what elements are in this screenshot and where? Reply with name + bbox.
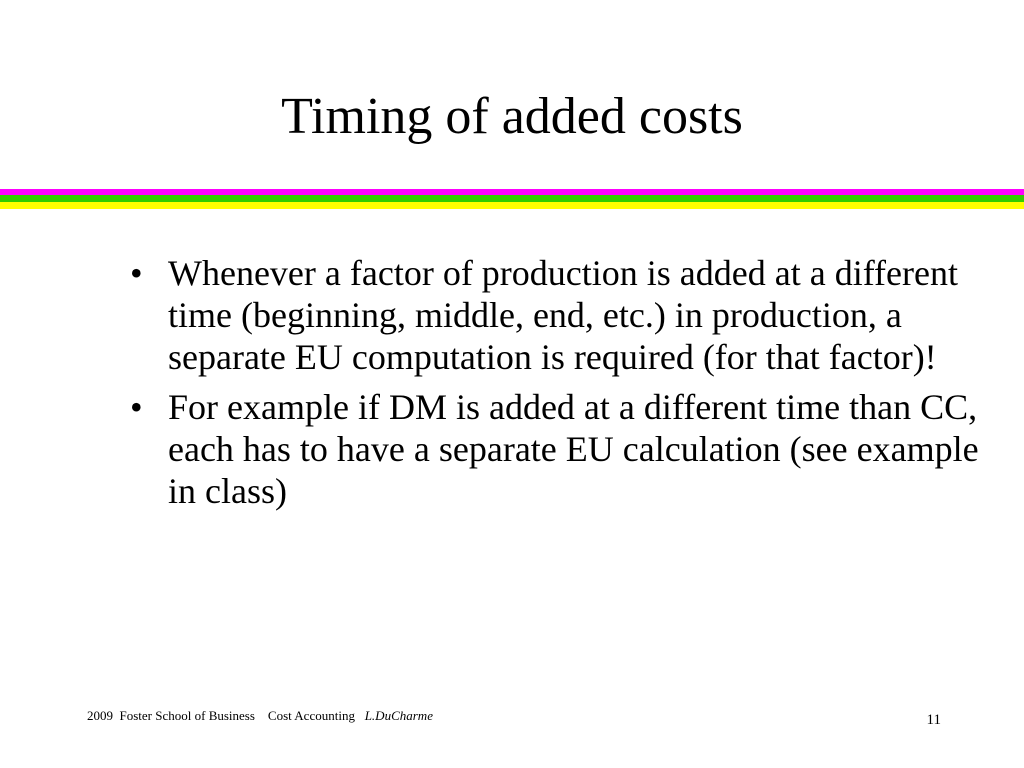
footer-left bbox=[87, 708, 433, 724]
footer-author: L.DuCharme bbox=[364, 708, 433, 723]
bullet-item bbox=[122, 252, 992, 378]
page-number: 11 bbox=[926, 712, 941, 728]
bullet-text: Whenever a factor of production is added at a different time (beginning, middle, end, etc.) in production, a separate EU computation is required (for that factor)! bbox=[168, 253, 958, 377]
slide-title: Timing of added costs bbox=[281, 88, 743, 145]
bullet-text: For example if DM is added at a different time than CC, each has to have a separate EU calculation (see example in class) bbox=[168, 387, 979, 511]
footer-course-text: 2009 Foster School of Business Cost Accounting bbox=[87, 708, 365, 723]
bullet-dot-icon: • bbox=[130, 387, 143, 427]
divider-stripe-yellow bbox=[0, 202, 1024, 209]
title-divider-stripes bbox=[0, 189, 1024, 209]
divider-stripe-green bbox=[0, 195, 1024, 202]
bullet-list bbox=[122, 252, 992, 520]
bullet-dot-icon: • bbox=[130, 253, 143, 293]
bullet-item bbox=[122, 386, 992, 512]
